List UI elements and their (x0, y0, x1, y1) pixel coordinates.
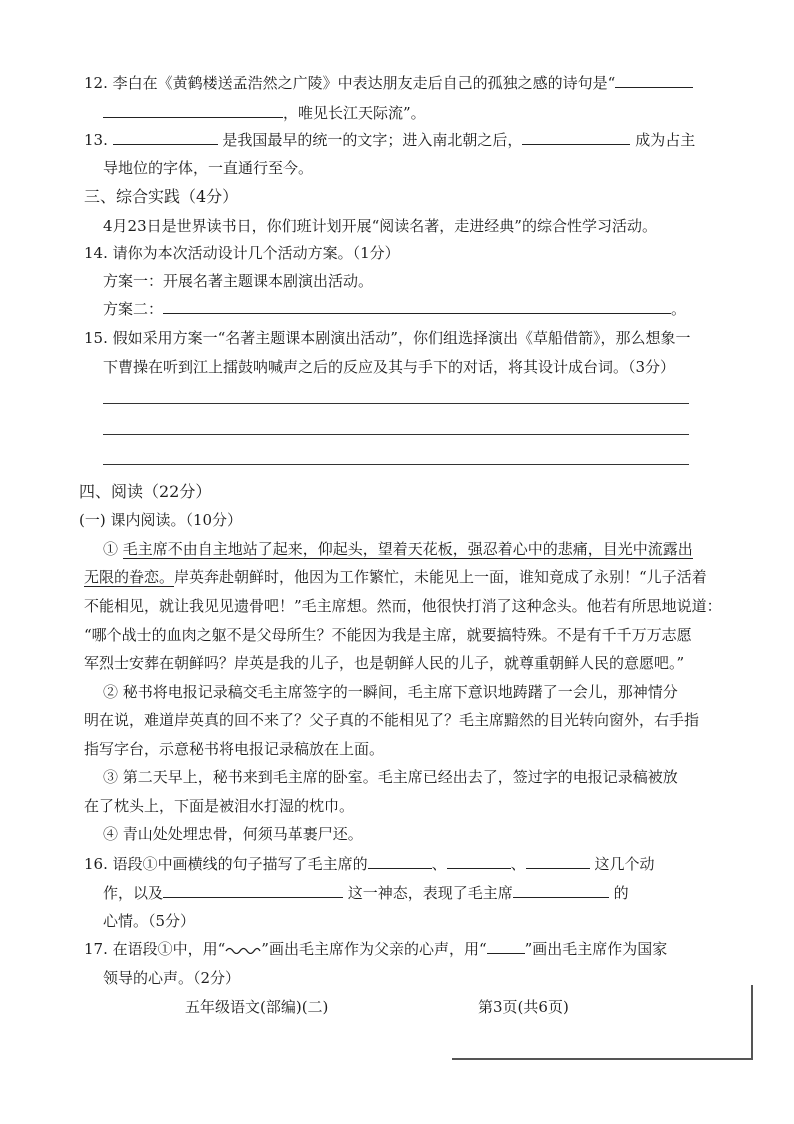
question-12-line2: ，唯见长江天际流”。 (103, 101, 426, 125)
section-3-intro: 4月23日是世界读书日，你们班计划开展“阅读名著，走进经典”的综合性学习活动。 (103, 217, 657, 235)
question-14-stem: 14. 请你为本次活动设计几个活动方案。（1分） (84, 244, 400, 262)
plan-1: 方案一：开展名著主题课本剧演出活动。 (103, 272, 374, 290)
answer-line[interactable] (103, 464, 689, 465)
passage-p1-line5: 军烈士安葬在朝鲜吗？岸英是我的儿子，也是朝鲜人民的儿子，就尊重朝鲜人民的意愿吧。” (84, 654, 685, 672)
passage-p4: ④ 青山处处埋忠骨，何须马革裹尸还。 (103, 825, 363, 843)
answer-blank[interactable] (526, 852, 590, 869)
underlined-sentence: 无限的眷恋。 (84, 568, 175, 586)
answer-blank[interactable] (103, 101, 283, 118)
question-15-line2: 下曹操在听到江上擂鼓呐喊声之后的反应及其与手下的对话，将其设计成台词。（3分） (103, 358, 676, 376)
answer-blank[interactable] (615, 71, 693, 88)
section-4-title: 四、阅读（22分） (79, 482, 212, 501)
wavy-underline-icon (225, 944, 261, 954)
plan-2-line: 方案二： 。 (103, 297, 686, 321)
question-17-line1: 17. 在语段①中，用“ ”画出毛主席作为父亲的心声，用“ ”画出毛主席作为国家 (84, 937, 667, 961)
footer-subject: 五年级语文(部编)(二) (185, 998, 329, 1016)
answer-blank[interactable] (163, 881, 343, 898)
passage-p2-line2: 明在说，难道岸英真的回不来了？父子真的不能相见了？毛主席黯然的目光转向窗外，右手指 (84, 711, 700, 729)
passage-p1-line3: 不能相见，就让我见见遗骨吧！”毛主席想。然而，他很快打消了这种念头。他若有所思地说道： (84, 597, 722, 615)
footer-page-number: 第3页(共6页) (478, 998, 569, 1016)
question-16-line3: 心情。（5分） (103, 912, 196, 930)
answer-blank[interactable] (513, 881, 609, 898)
answer-blank[interactable] (522, 128, 630, 145)
passage-p1-line1: ① 毛主席不由自主地站了起来，仰起头，望着天花板，强忍着心中的悲痛，目光中流露出 (103, 540, 693, 558)
answer-line[interactable] (103, 434, 689, 435)
answer-blank[interactable] (368, 852, 432, 869)
question-16-line2: 作，以及 这一神态，表现了毛主席 的 (103, 881, 629, 905)
question-12-line1: 12. 李白在《黄鹤楼送孟浩然之广陵》中表达朋友走后自己的孤独之感的诗句是“ (84, 71, 693, 95)
passage-p1-line2: 无限的眷恋。岸英奔赴朝鲜时，他因为工作繁忙，未能见上一面，谁知竟成了永别！“儿子活着 (84, 568, 707, 586)
underlined-sentence: 毛主席不由自主地站了起来，仰起头，望着天花板，强忍着心中的悲痛，目光中流露出 (122, 540, 693, 558)
passage-p3-line2: 在了枕头上，下面是被泪水打湿的枕巾。 (84, 797, 355, 815)
question-13-line2: 导地位的字体，一直通行至今。 (103, 159, 314, 177)
passage-p2-line1: ② 秘书将电报记录稿交毛主席签字的一瞬间，毛主席下意识地踌躇了一会儿，那神情分 (103, 683, 678, 701)
passage-p3-line1: ③ 第二天早上，秘书来到毛主席的卧室。毛主席已经出去了，签过字的电报记录稿被放 (103, 768, 678, 786)
question-13-line1: 13. 是我国最早的统一的文字；进入南北朝之后， 成为占主 (84, 128, 695, 152)
passage-p1-line4: “哪个战士的血肉之躯不是父母所生？不能因为我是主席，就要搞特殊。不是有千千万万志愿 (84, 626, 692, 644)
section-3-title: 三、综合实践（4分） (84, 187, 239, 206)
answer-line[interactable] (103, 403, 689, 404)
answer-blank[interactable] (163, 297, 671, 314)
answer-blank[interactable] (447, 852, 511, 869)
answer-blank[interactable] (113, 128, 218, 145)
question-15-line1: 15. 假如采用方案一“名著主题课本剧演出活动”，你们组选择演出《草船借箭》，那么想象一 (84, 329, 691, 347)
question-16-line1: 16. 语段①中画横线的句子描写了毛主席的 、 、 这几个动 (84, 852, 654, 876)
question-17-line2: 领导的心声。（2分） (103, 969, 241, 987)
passage-p2-line3: 指写字台，示意秘书将电报记录稿放在上面。 (84, 740, 385, 758)
section-4-sub: (一) 课内阅读。（10分） (79, 511, 243, 529)
straight-underline-sample (487, 937, 525, 954)
scan-edge-line (452, 1058, 752, 1060)
scan-edge-line (751, 985, 753, 1060)
